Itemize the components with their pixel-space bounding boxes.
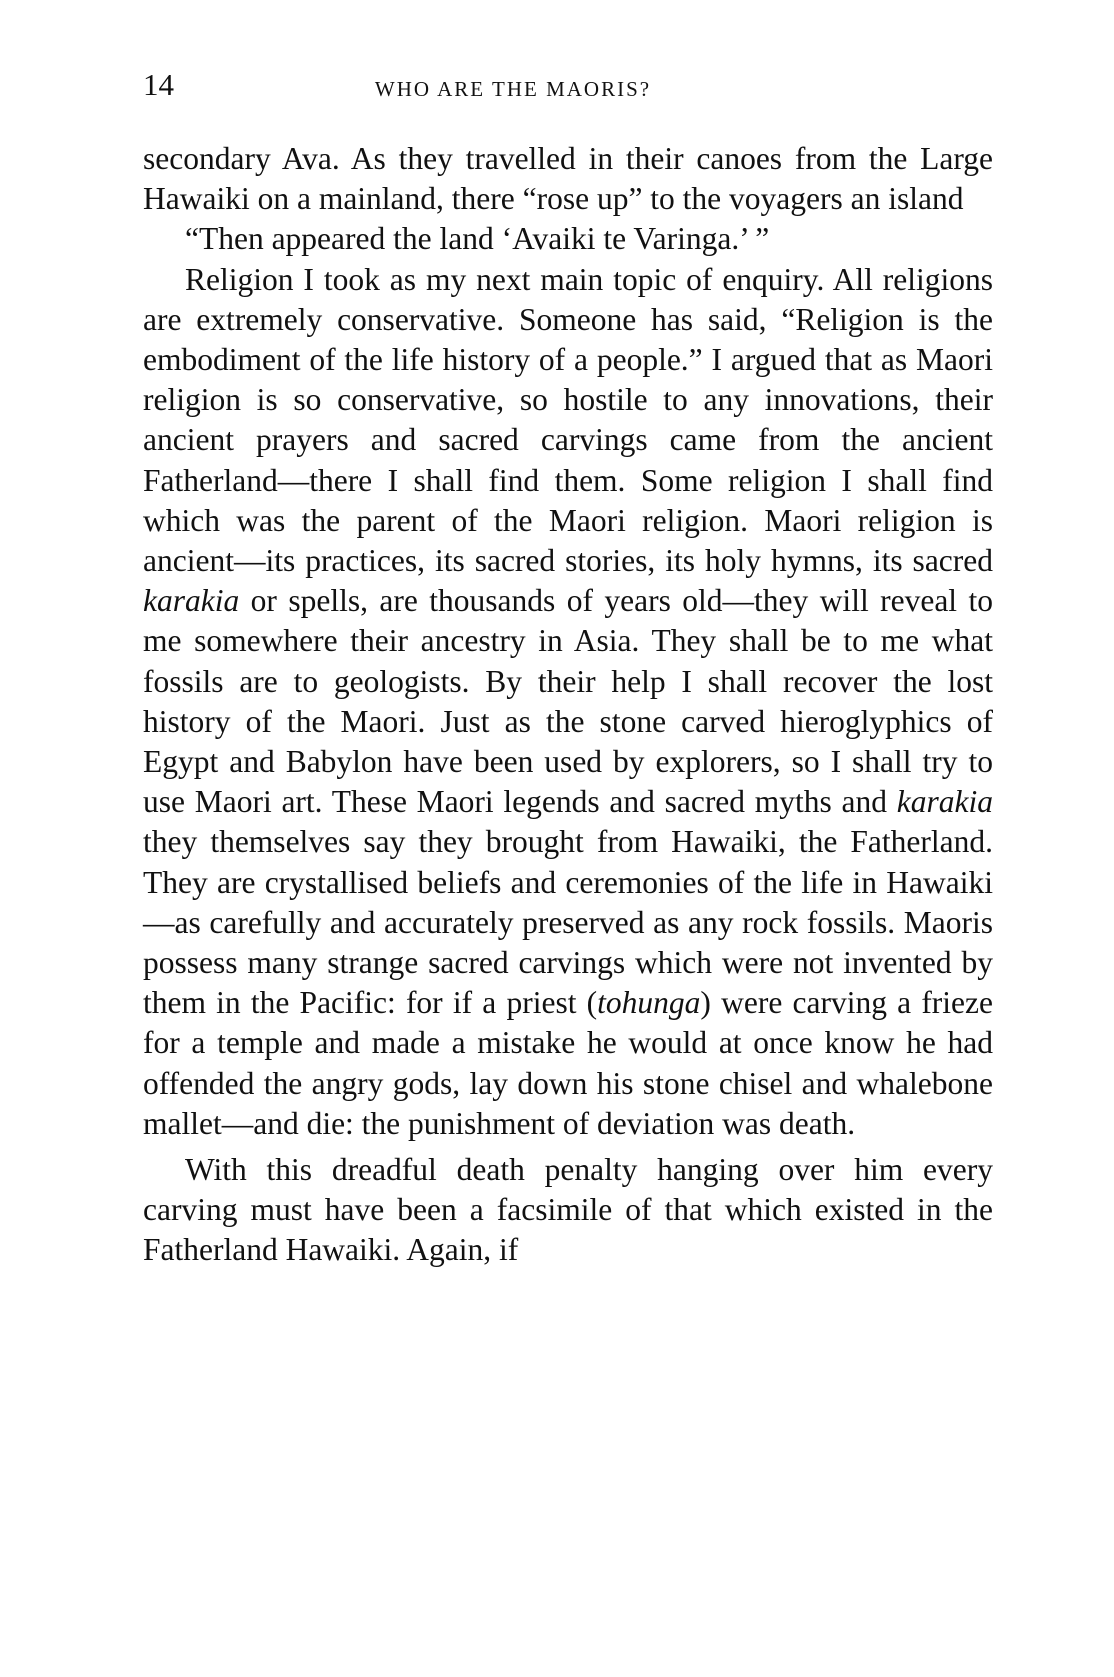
body-text (143, 139, 993, 1271)
block-quote (143, 219, 993, 259)
text-run: With this dreadful death penalty hanging over him every carving must have been a facsimile of that which existed in the Fatherland Hawaiki. Again, if (143, 1152, 993, 1268)
text-run: secondary Ava. As they travelled in their canoes from the Large Hawaiki on a mainland, there “rose up” to the voyagers an island (143, 141, 993, 217)
italic-term: tohunga (597, 985, 701, 1021)
paragraph (143, 1150, 993, 1271)
paragraph (143, 260, 993, 1144)
page-number: 14 (143, 67, 174, 102)
italic-term: karakia (143, 583, 240, 619)
running-title: WHO ARE THE MAORIS? (374, 77, 652, 101)
text-run: “Then appeared the land ‘Avaiki te Varinga.’ ” (185, 221, 770, 257)
text-run: ) were carving a frieze for a temple and made a mistake he would at once know he had offended the angry gods, lay down his stone chisel and whalebone mallet—and die: the punishment of deviation was death. (143, 985, 993, 1141)
text-run: they themselves say they brought from Hawaiki, the Fatherland. They are crystallised beliefs and ceremonies of the life in Hawaiki—as carefully and accurately preserved as any rock fossils. Maoris possess many strange sacred carvings which were not invented by them in the Pacific: for if a priest ( (143, 824, 993, 1021)
italic-term: karakia (896, 784, 993, 820)
paragraph (143, 139, 993, 219)
page-header (143, 65, 993, 105)
text-run: Religion I took as my next main topic of enquiry. All religions are extremely conservative. Someone has said, “Religion is the embodiment of the life history of a people.” I argued that as Maori religion is so conservative, so hostile to any innovations, their ancient prayers and sacred carvings came from the ancient Fatherland—there I shall find them. Some religion I shall find which was the parent of the Maori religion. Maori religion is ancient—its practices, its sacred stories, its holy hymns, its sacred (143, 261, 993, 579)
text-run: or spells, are thousands of years old—they will reveal to me somewhere their ancestry in Asia. They shall be to me what fossils are to geologists. By their help I shall recover the lost history of the Maori. Just as the stone carved hieroglyphics of Egypt and Babylon have been used by explorers, so I shall try to use Maori art. These Maori legends and sacred myths and (143, 583, 993, 820)
